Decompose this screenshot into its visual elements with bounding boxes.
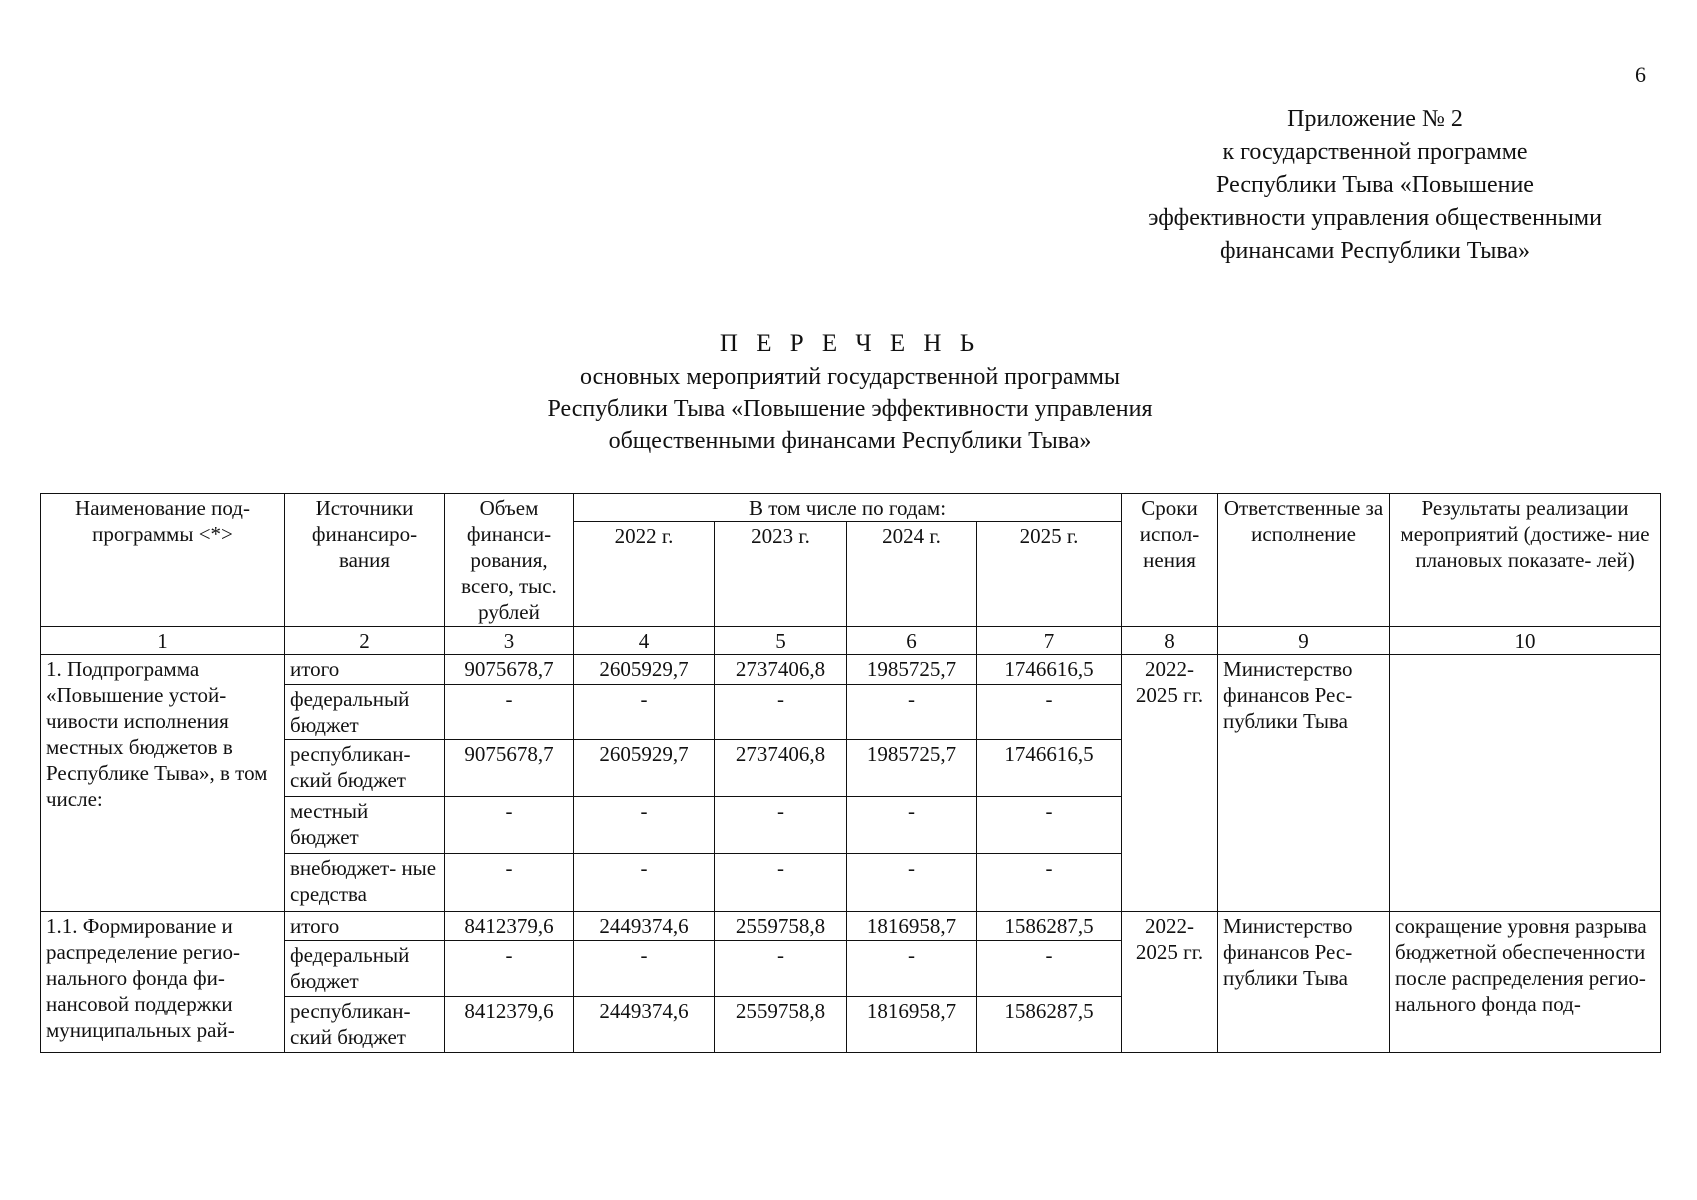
column-number: 6 — [847, 627, 977, 655]
responsible-cell: Министерство финансов Рес- публики Тыва — [1218, 912, 1390, 1053]
column-number: 7 — [977, 627, 1122, 655]
total-cell: - — [445, 854, 574, 912]
year-cell: 1586287,5 — [977, 997, 1122, 1053]
total-cell: - — [445, 941, 574, 997]
column-number: 2 — [285, 627, 445, 655]
section-name: 1. Подпрограмма «Повышение устой- чивости исполнения местных бюджетов в Республике Тыва», в том числе: — [41, 655, 285, 912]
total-cell: - — [445, 797, 574, 854]
year-cell: - — [715, 854, 847, 912]
appendix-line: Приложение № 2 — [1287, 106, 1463, 132]
header-year-2024: 2024 г. — [847, 522, 977, 627]
header-results: Результаты реализации мероприятий (достиже- ние плановых показате- лей) — [1390, 494, 1661, 627]
header-year-2025: 2025 г. — [977, 522, 1122, 627]
year-cell: 1746616,5 — [977, 655, 1122, 685]
appendix-line: эффективности управления общественными — [1148, 205, 1602, 231]
source-cell: итого — [285, 912, 445, 941]
source-cell: внебюджет- ные средства — [285, 854, 445, 912]
table-section — [41, 912, 1661, 1053]
table-row — [41, 655, 1661, 685]
total-cell: 8412379,6 — [445, 912, 574, 941]
header-volume: Объем финанси- рования, всего, тыс. рублей — [445, 494, 574, 627]
source-cell: федеральный бюджет — [285, 685, 445, 740]
document-title — [400, 328, 1300, 457]
year-cell: - — [574, 941, 715, 997]
table-header — [41, 494, 1661, 655]
title-line: общественными финансами Республики Тыва» — [608, 428, 1092, 454]
year-cell: 2737406,8 — [715, 740, 847, 797]
source-cell: федеральный бюджет — [285, 941, 445, 997]
table-row — [41, 912, 1661, 941]
column-number: 1 — [41, 627, 285, 655]
terms-cell: 2022- 2025 гг. — [1122, 655, 1218, 912]
results-cell: сокращение уровня разрыва бюджетной обеспеченности после распределения регио- нального фонда под- — [1390, 912, 1661, 1053]
column-number: 10 — [1390, 627, 1661, 655]
page-number: 6 — [1635, 62, 1646, 87]
year-cell: 2605929,7 — [574, 740, 715, 797]
header-terms: Сроки испол- нения — [1122, 494, 1218, 627]
year-cell: - — [847, 941, 977, 997]
appendix-line: финансами Республики Тыва» — [1219, 238, 1531, 264]
source-cell: республикан- ский бюджет — [285, 997, 445, 1053]
section-name: 1.1. Формирование и распределение регио- нального фонда фи- нансовой поддержки муниципальных рай- — [41, 912, 285, 1053]
responsible-cell: Министерство финансов Рес- публики Тыва — [1218, 655, 1390, 912]
year-cell: 1985725,7 — [847, 655, 977, 685]
year-cell: - — [847, 685, 977, 740]
header-by-years: В том числе по годам: — [574, 494, 1122, 522]
title-heading: П Е Р Е Ч Е Н Ь — [719, 330, 981, 357]
source-cell: местный бюджет — [285, 797, 445, 854]
year-cell: 2737406,8 — [715, 655, 847, 685]
year-cell: - — [847, 854, 977, 912]
table-section — [41, 655, 1661, 912]
year-cell: 2449374,6 — [574, 912, 715, 941]
column-number: 8 — [1122, 627, 1218, 655]
appendix-line: Республики Тыва «Повышение — [1216, 172, 1534, 198]
year-cell: 1816958,7 — [847, 912, 977, 941]
year-cell: 1586287,5 — [977, 912, 1122, 941]
year-cell: - — [574, 854, 715, 912]
total-cell: - — [445, 685, 574, 740]
year-cell: - — [847, 797, 977, 854]
column-number: 3 — [445, 627, 574, 655]
year-cell: - — [977, 941, 1122, 997]
header-sources: Источники финансиро- вания — [285, 494, 445, 627]
header-name: Наименование под- программы <*> — [41, 494, 285, 627]
appendix-line: к государственной программе — [1222, 139, 1528, 165]
total-cell: 9075678,7 — [445, 655, 574, 685]
year-cell: - — [574, 685, 715, 740]
terms-cell: 2022- 2025 гг. — [1122, 912, 1218, 1053]
header-year-2022: 2022 г. — [574, 522, 715, 627]
results-cell — [1390, 655, 1661, 912]
year-cell: 1816958,7 — [847, 997, 977, 1053]
header-year-2023: 2023 г. — [715, 522, 847, 627]
source-cell: республикан- ский бюджет — [285, 740, 445, 797]
appendix-block — [1080, 103, 1670, 268]
year-cell: - — [715, 685, 847, 740]
total-cell: 9075678,7 — [445, 740, 574, 797]
title-line: основных мероприятий государственной программы — [579, 364, 1121, 390]
year-cell: - — [977, 797, 1122, 854]
year-cell: 1985725,7 — [847, 740, 977, 797]
year-cell: 2449374,6 — [574, 997, 715, 1053]
year-cell: - — [977, 854, 1122, 912]
activities-table — [40, 493, 1661, 1053]
total-cell: 8412379,6 — [445, 997, 574, 1053]
year-cell: - — [977, 685, 1122, 740]
column-number: 5 — [715, 627, 847, 655]
year-cell: 2559758,8 — [715, 997, 847, 1053]
year-cell: 2559758,8 — [715, 912, 847, 941]
column-number: 4 — [574, 627, 715, 655]
year-cell: - — [715, 941, 847, 997]
year-cell: 2605929,7 — [574, 655, 715, 685]
year-cell: - — [574, 797, 715, 854]
header-responsible: Ответственные за исполнение — [1218, 494, 1390, 627]
source-cell: итого — [285, 655, 445, 685]
year-cell: - — [715, 797, 847, 854]
title-line: Республики Тыва «Повышение эффективности управления — [547, 396, 1153, 422]
column-number: 9 — [1218, 627, 1390, 655]
year-cell: 1746616,5 — [977, 740, 1122, 797]
